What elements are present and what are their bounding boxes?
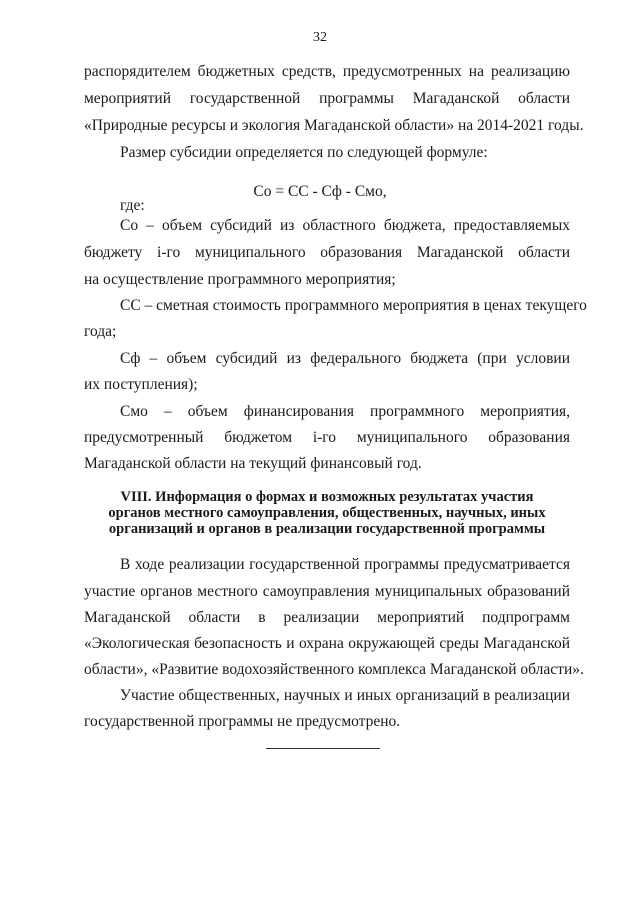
definition-co: на осуществление программного мероприятия; [84,271,396,288]
definition-co: Со – объем субсидий из областного бюджета, предоставляемых [120,217,570,234]
definition-cc: года; [84,323,117,340]
where-label: где: [120,197,145,214]
paragraph-line: участие органов местного самоуправления муниципальных образований [84,583,570,600]
paragraph-line: В ходе реализации государственной программы предусматривается [120,556,570,573]
definition-cc: СС – сметная стоимость программного мероприятия в ценах текущего [120,297,587,314]
section-heading: органов местного самоуправления, общественных, научных, иных [108,505,546,521]
intro-line: распорядителем бюджетных средств, предусмотренных на реализацию [84,63,570,80]
intro-line: «Природные ресурсы и экология Магаданской области» на 2014-2021 годы. [84,117,584,134]
formula-intro: Размер субсидии определяется по следующей формуле: [120,144,488,161]
definition-cmo: предусмотренный бюджетом і-го муниципального образования [84,429,570,446]
paragraph-line: Участие общественных, научных и иных организаций в реализации [120,687,570,704]
paragraph-line: государственной программы не предусмотрено. [84,713,401,730]
paragraph-line: Магаданской области в реализации мероприятий подпрограмм [84,609,570,626]
formula: Со = СС - Сф - Смо, [253,183,387,200]
definition-cf: их поступления); [84,376,198,393]
section-heading: организаций и органов в реализации государственной программы [108,521,546,537]
paragraph-line: области», «Развитие водохозяйственного комплекса Магаданской области». [84,661,584,678]
definition-cmo: Смо – объем финансирования программного мероприятия, [120,403,570,420]
closing-rule [266,748,380,749]
page-number: 32 [313,30,327,45]
section-heading: VIII. Информация о формах и возможных результатах участия [120,489,534,505]
paragraph-line: «Экологическая безопасность и охрана окружающей среды Магаданской [84,635,570,652]
definition-cf: Сф – объем субсидий из федерального бюджета (при условии [120,350,570,367]
definition-cmo: Магаданской области на текущий финансовый год. [84,455,422,472]
intro-line: мероприятий государственной программы Магаданской области [84,90,570,107]
definition-co: бюджету і-го муниципального образования Магаданской области [84,244,570,261]
